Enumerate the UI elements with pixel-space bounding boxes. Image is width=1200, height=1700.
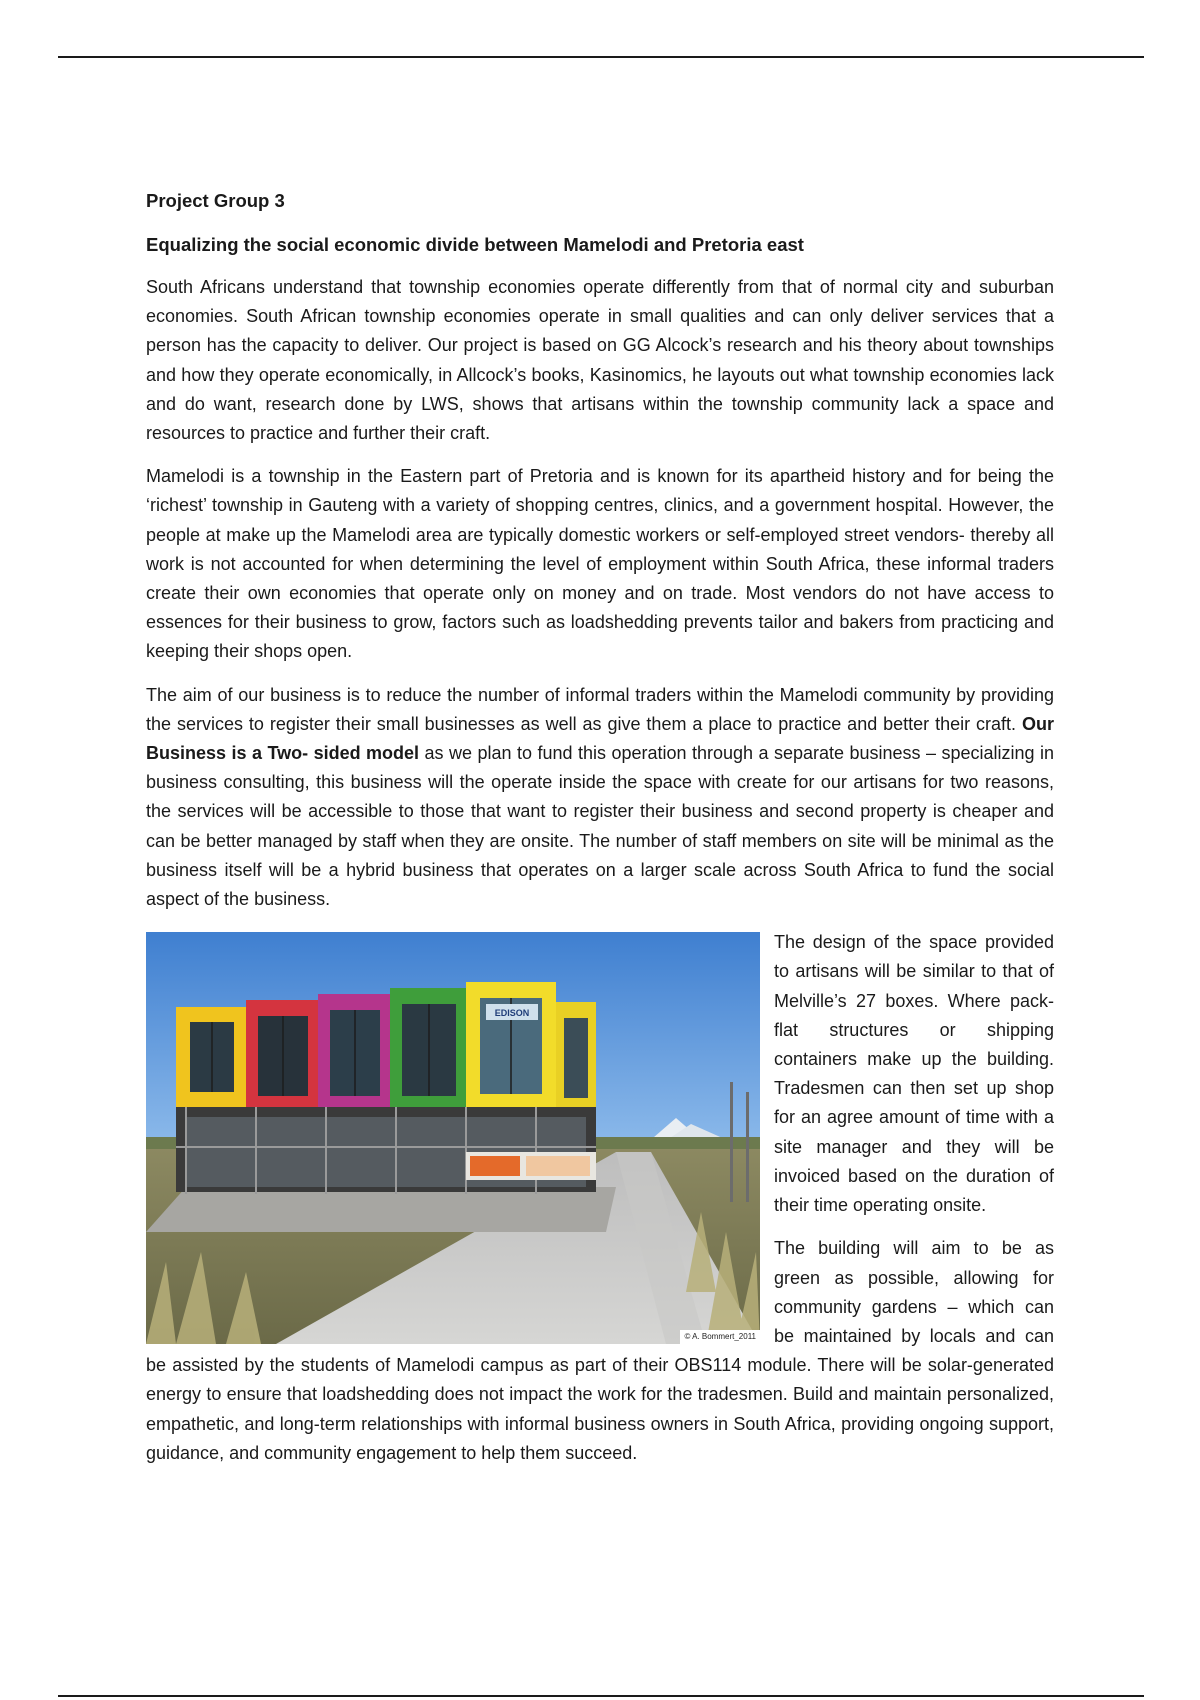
container-building-photo	[146, 932, 760, 1344]
photo-credit: © A. Bommert_2011	[680, 1330, 760, 1344]
paragraph-1: South Africans understand that township economies operate differently from that of normal city and suburban economies. South African township economies operate in small qualities and can only deliver services that a person has the capacity to deliver. Our project is based on GG Alcock’s research and his theory about townships and how they operate economically, in Allcock’s books, Kasinomics, he layouts out what township economies lack and do want, research done by LWS, shows that artisans within the township community lack a space and resources to practice and further their craft.	[146, 277, 1054, 444]
footer-rule	[58, 1695, 1144, 1697]
document-body	[146, 188, 1054, 1482]
paragraph-3-bold-phrase: Our Business is a Two- sided model	[146, 713, 1054, 764]
building-sign-text: EDISON	[494, 1008, 530, 1019]
paragraph-2: Mamelodi is a township in the Eastern part of Pretoria and is known for its apartheid history and for being the ‘richest’ township in Gauteng with a variety of shopping centres, clinics, and a government hospital. However, the people at make up the Mamelodi area are typically domestic workers or self-employed street vendors- thereby all work is not accounted for when determining the level of employment within South Africa, these informal traders create their own economies that operate only on money and on trade. Most vendors do not have access to essences for their business to grow, factors such as loadshedding prevents tailor and bakers from practicing and keeping their shops open.	[146, 466, 1054, 662]
header-rule	[58, 56, 1144, 58]
paragraph-5: The building will aim to be as green as possible, allowing for community gardens – which can be maintained by locals and can be assisted by the students of Mamelodi campus as part of their OBS114 module. There will be solar-generated energy to ensure that loadshedding does not impact the work for the tradesmen. Build and maintain personalized, empathetic, and long-term relationships with informal business owners in South Africa, providing ongoing support, guidance, and community engagement to help them succeed.	[146, 1238, 1054, 1463]
document-subtitle: Equalizing the social economic divide between Mamelodi and Pretoria east	[146, 234, 804, 255]
document-title: Project Group 3	[146, 190, 285, 211]
paragraph-4: The design of the space provided to artisans will be similar to that of Melville’s 27 boxes. Where pack-flat structures or shipping containers make up the building. Tradesmen can then set up shop for an agree amount of time with a site manager and they will be invoiced based on the duration of their time operating onsite.	[774, 932, 1054, 1216]
paragraph-3	[146, 681, 1054, 915]
paragraph-3-text-before: The aim of our business is to reduce the number of informal traders within the Mamelodi community by providing the services to register their small businesses as well as give them a place to practice and better their craft.	[146, 684, 1054, 734]
container-building-illustration	[146, 932, 760, 1344]
paragraph-3-text-after: as we plan to fund this operation through a separate business – specializing in business consulting, this business will the operate inside the space with create for our artisans for two reasons, the services will be accessible to those that want to register their business and second property is cheaper and can be better managed by staff when they are onsite. The number of staff members on site will be minimal as the business itself will be a hybrid business that operates on a larger scale across South Africa to fund the social aspect of the business.	[146, 743, 1054, 910]
